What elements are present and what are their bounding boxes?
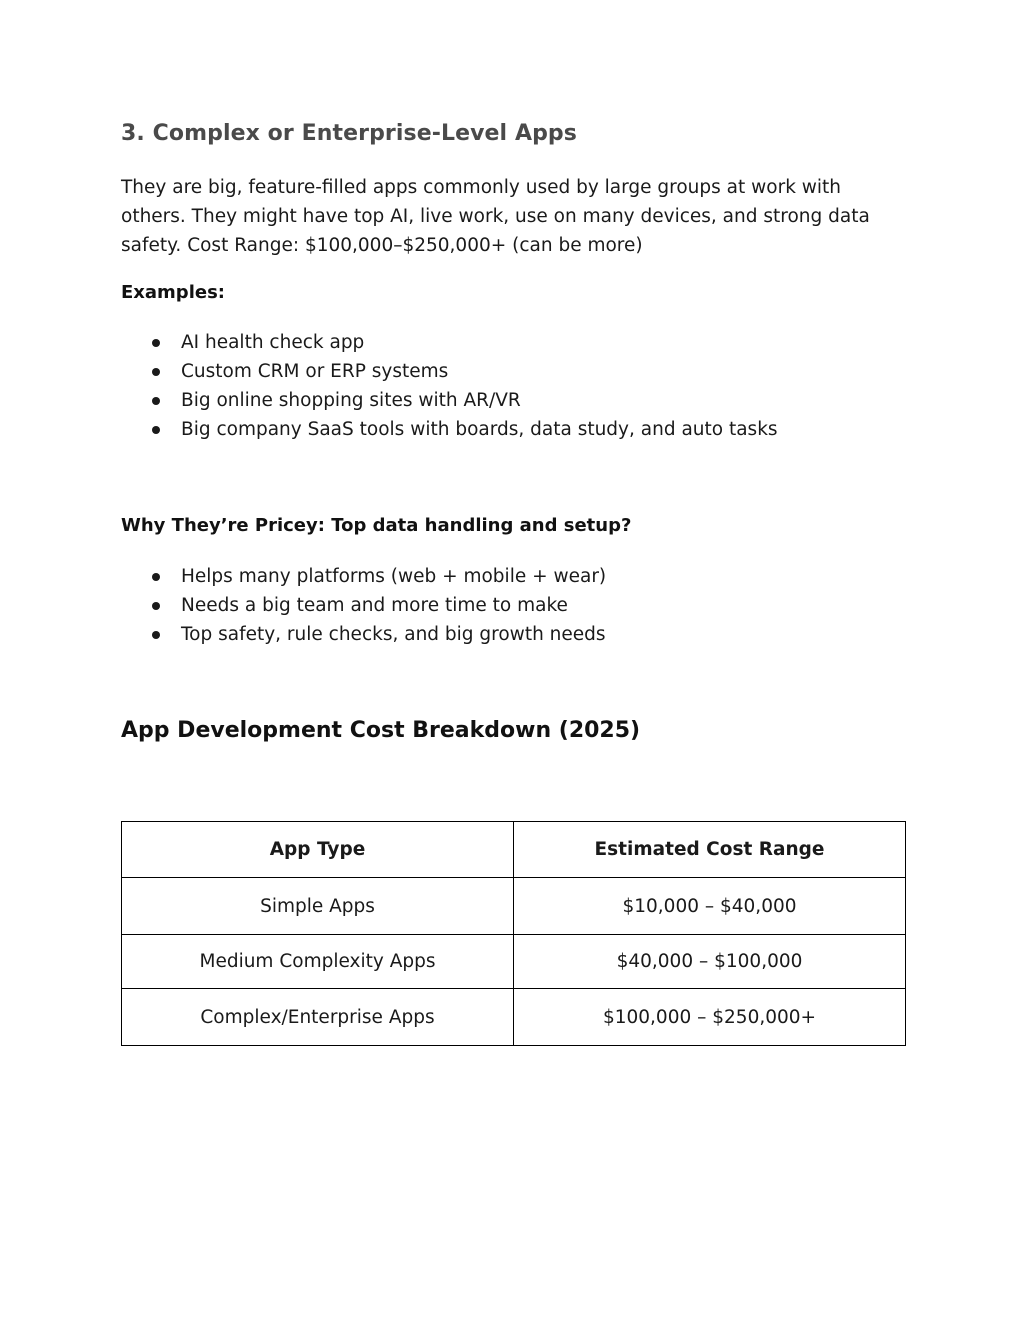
- bullet-icon: [152, 368, 160, 376]
- cell-app-type: Medium Complexity Apps: [122, 935, 514, 989]
- bullet-icon: [152, 426, 160, 434]
- bullet-icon: [152, 573, 160, 581]
- intro-paragraph: [121, 173, 906, 260]
- cell-cost-range: $40,000 – $100,000: [514, 935, 906, 989]
- list-item: Helps many platforms (web + mobile + wear): [121, 562, 606, 591]
- bullet-icon: [152, 602, 160, 610]
- bullet-icon: [152, 339, 160, 347]
- list-item: Big online shopping sites with AR/VR: [121, 386, 778, 415]
- intro-line-3: safety. Cost Range: $100,000–$250,000+ (can be more): [121, 235, 643, 256]
- list-item: Top safety, rule checks, and big growth needs: [121, 620, 606, 649]
- table-row: [122, 878, 906, 935]
- intro-line-2: others. They might have top AI, live work, use on many devices, and strong data: [121, 206, 870, 227]
- bullet-icon: [152, 397, 160, 405]
- section-heading: 3. Complex or Enterprise-Level Apps: [121, 121, 577, 146]
- cost-table: [121, 821, 906, 1046]
- pricey-list: [121, 562, 606, 649]
- list-item: AI health check app: [121, 328, 778, 357]
- cell-app-type: Simple Apps: [122, 878, 514, 935]
- intro-line-1: They are big, feature-filled apps commonly used by large groups at work with: [121, 177, 842, 198]
- examples-list: [121, 328, 778, 444]
- table-row: [122, 989, 906, 1046]
- examples-label: Examples:: [121, 282, 225, 303]
- cell-app-type: Complex/Enterprise Apps: [122, 989, 514, 1046]
- header-estimated-cost: Estimated Cost Range: [514, 822, 906, 878]
- pricey-label: Why They’re Pricey: Top data handling and setup?: [121, 515, 632, 536]
- bullet-icon: [152, 631, 160, 639]
- list-item: Big company SaaS tools with boards, data study, and auto tasks: [121, 415, 778, 444]
- header-app-type: App Type: [122, 822, 514, 878]
- table-header-row: [122, 822, 906, 878]
- list-item: Needs a big team and more time to make: [121, 591, 606, 620]
- cell-cost-range: $100,000 – $250,000+: [514, 989, 906, 1046]
- table-heading: App Development Cost Breakdown (2025): [121, 718, 641, 743]
- list-item: Custom CRM or ERP systems: [121, 357, 778, 386]
- table-row: [122, 935, 906, 989]
- cell-cost-range: $10,000 – $40,000: [514, 878, 906, 935]
